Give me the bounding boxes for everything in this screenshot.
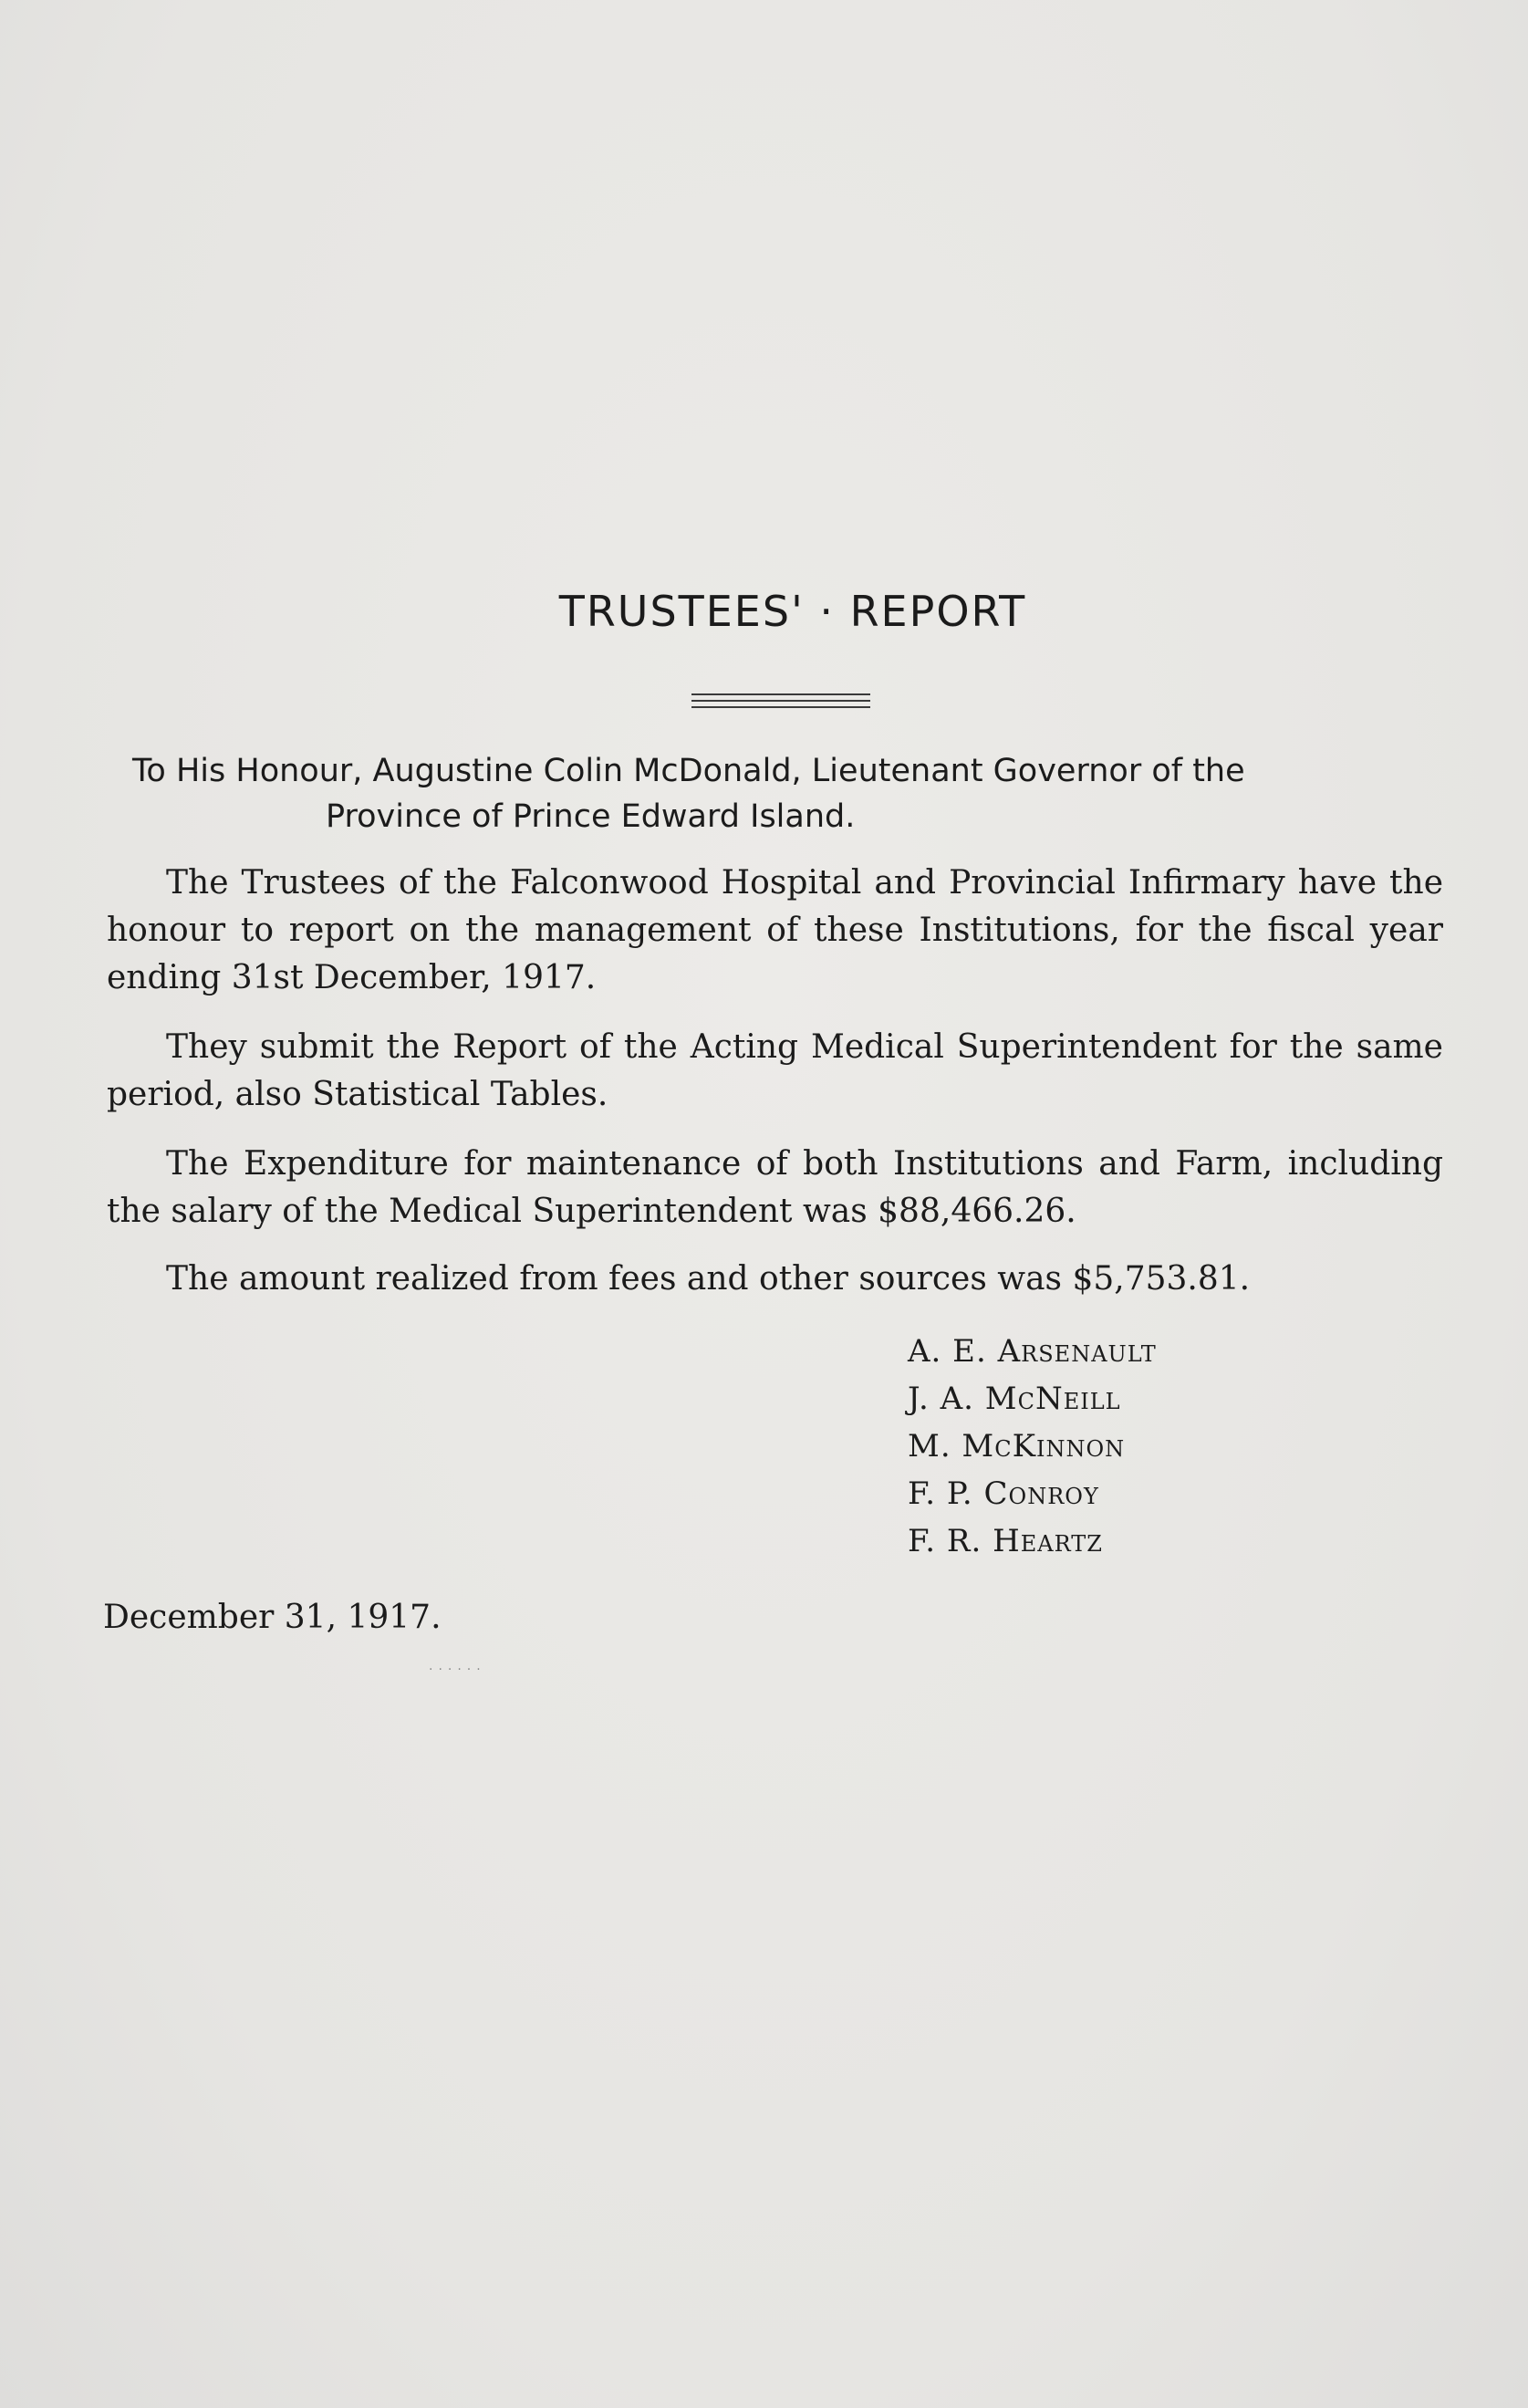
salutation-line-2: Province of Prince Edward Island. <box>326 798 856 835</box>
paragraph-superintendent-report: They submit the Report of the Acting Medical Superintendent for the same period, also Statistical Tables. <box>107 1028 1443 1113</box>
signatory-1: A. E. Arsenault <box>908 1333 1157 1370</box>
paragraph-amount-realized: The amount realized from fees and other sources was $5,753.81. <box>166 1260 1251 1298</box>
footer-dots: ...... <box>429 1659 486 1673</box>
salutation-line-1: To His Honour, Augustine Colin McDonald, Lieutenant Governor of the <box>132 753 1245 789</box>
report-title: TRUSTEES' · REPORT <box>558 587 1027 636</box>
signatory-4: F. P. Conroy <box>908 1475 1099 1512</box>
paragraph-trustees-report: The Trustees of the Falconwood Hospital and Provincial Infirmary have the honour to report on the management of these Institutions, for the fiscal year ending 31st December, 1917. <box>107 864 1443 996</box>
salutation <box>132 748 1437 839</box>
title-rule-middle <box>691 700 870 702</box>
title-rule-bottom <box>691 706 870 708</box>
signatory-5: F. R. Heartz <box>908 1523 1103 1559</box>
signatory-3: M. McKinnon <box>908 1428 1126 1465</box>
title-rule-top <box>691 693 870 695</box>
paragraph-expenditure: The Expenditure for maintenance of both Institutions and Farm, including the salary of the Medical Superintendent was $88,466.26. <box>107 1145 1443 1230</box>
report-date: December 31, 1917. <box>103 1599 442 1636</box>
signatory-2: J. A. McNeill <box>908 1381 1121 1417</box>
